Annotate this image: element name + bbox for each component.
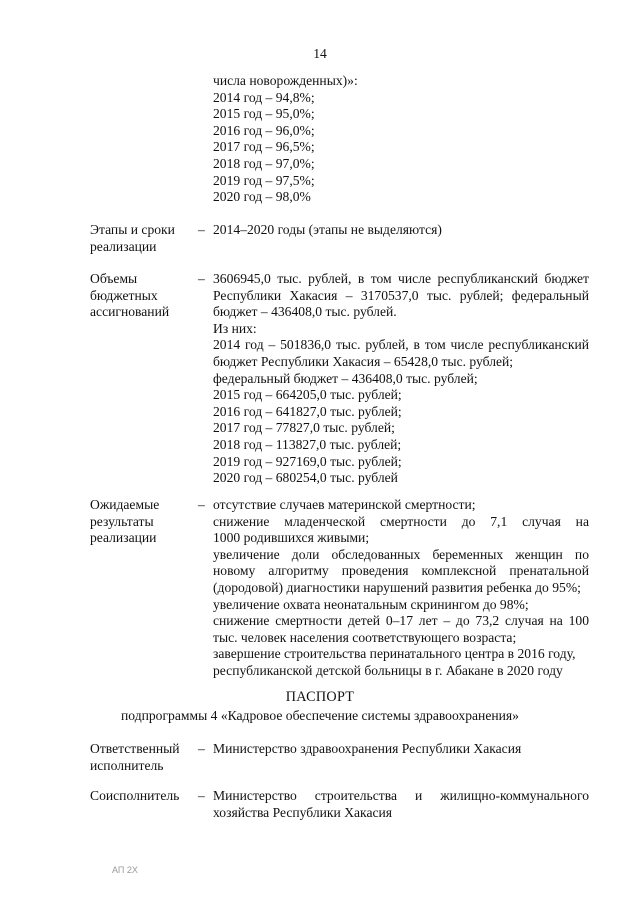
budget-label-line: Объемы (90, 271, 138, 286)
results-line: республиканской детской больницы в г. Абакане в 2020 году (213, 662, 563, 678)
budget-line: 2017 год – 77827,0 тыс. рублей; (213, 420, 395, 436)
budget-line: федеральный бюджет – 436408,0 тыс. рублей; (213, 370, 478, 386)
results-line: новому алгоритму проведения комплексной пренатальной (213, 563, 589, 579)
footer-mark: АП 2Х (112, 865, 138, 875)
results-line: отсутствие случаев материнской смертности; (213, 497, 476, 512)
intro-line: 2019 год – 97,5%; (213, 172, 315, 188)
coexecutor-text (213, 788, 589, 821)
results-label-line: реализации (90, 530, 157, 546)
responsible-dash: – (198, 741, 205, 756)
results-line: завершение строительства перинатального центра в 2016 году, (213, 646, 576, 662)
stages-label-line: Этапы и сроки (90, 222, 175, 237)
results-label-line: результаты (90, 513, 154, 529)
coexecutor-label-line: Соисполнитель (90, 788, 180, 803)
responsible-label-line: Ответственный (90, 741, 180, 756)
intro-block (213, 73, 358, 206)
budget-line: 2015 год – 664205,0 тыс. рублей; (213, 387, 402, 403)
stages-dash: – (198, 222, 205, 237)
intro-line: 2015 год – 95,0%; (213, 106, 315, 122)
intro-line: числа новорожденных)»: (213, 73, 358, 88)
intro-line: 2014 год – 94,8%; (213, 89, 315, 105)
responsible-text-line: Министерство здравоохранения Республики Хакасия (213, 741, 522, 756)
budget-row (0, 271, 640, 491)
intro-line: 2016 год – 96,0%; (213, 122, 315, 138)
results-text (213, 497, 589, 680)
intro-line: 2018 год – 97,0%; (213, 155, 315, 171)
budget-line: 2018 год – 113827,0 тыс. рублей; (213, 436, 402, 452)
page-number: 14 (313, 46, 327, 61)
results-line: снижение младенческой смертности до 7,1 случая на (213, 513, 589, 529)
budget-line: Из них: (213, 320, 257, 336)
budget-label (90, 271, 198, 321)
responsible-label (90, 741, 198, 774)
responsible-row (0, 741, 640, 775)
budget-label-line: бюджетных (90, 287, 158, 303)
results-line: 1000 родившихся живыми; (213, 530, 370, 546)
budget-line: 2019 год – 927169,0 тыс. рублей; (213, 453, 402, 469)
coexecutor-line: хозяйства Республики Хакасия (213, 804, 393, 820)
passport-title: ПАСПОРТ (285, 689, 355, 705)
budget-line: 2020 год – 680254,0 тыс. рублей (213, 470, 398, 486)
coexecutor-line: Министерство строительства и жилищно-коммунального (213, 788, 589, 803)
intro-line: 2017 год – 96,5%; (213, 139, 315, 155)
budget-line: 3606945,0 тыс. рублей, в том числе республиканский бюджет (213, 271, 589, 286)
budget-line: бюджет Республики Хакасия – 65428,0 тыс. рублей; (213, 353, 514, 369)
results-line: (дородовой) диагностики нарушений развития ребенка до 95%; (213, 579, 581, 595)
stages-text (213, 222, 589, 239)
budget-dash: – (198, 271, 205, 286)
budget-line: Республики Хакасия – 3170537,0 тыс. рублей; федеральный (213, 287, 589, 303)
responsible-label-line: исполнитель (90, 757, 164, 773)
intro-line: 2020 год – 98,0% (213, 189, 311, 205)
results-label (90, 497, 198, 547)
passport-subtitle: подпрограммы 4 «Кадровое обеспечение системы здравоохранения» (121, 708, 519, 723)
results-line: тыс. человек населения соответствующего возраста; (213, 629, 517, 645)
budget-text (213, 271, 589, 487)
budget-line: 2014 год – 501836,0 тыс. рублей, в том числе республиканский (213, 337, 589, 353)
coexecutor-row (0, 788, 640, 822)
stages-label (90, 222, 198, 255)
results-label-line: Ожидаемые (90, 497, 160, 512)
coexecutor-dash: – (198, 788, 205, 803)
budget-line: 2016 год – 641827,0 тыс. рублей; (213, 403, 402, 419)
stages-row (0, 222, 640, 256)
results-line: увеличение охвата неонатальным скринингом до 98%; (213, 596, 529, 612)
coexecutor-label (90, 788, 198, 805)
stages-text-line: 2014–2020 годы (этапы не выделяются) (213, 222, 442, 237)
results-line: снижение смертности детей 0–17 лет – до 73,2 случая на 100 (213, 613, 589, 629)
budget-line: бюджет – 436408,0 тыс. рублей. (213, 304, 397, 320)
stages-label-line: реализации (90, 238, 157, 254)
budget-label-line: ассигнований (90, 304, 170, 320)
results-dash: – (198, 497, 205, 512)
results-row (0, 497, 640, 687)
responsible-text (213, 741, 589, 758)
results-line: увеличение доли обследованных беременных женщин по (213, 546, 589, 562)
